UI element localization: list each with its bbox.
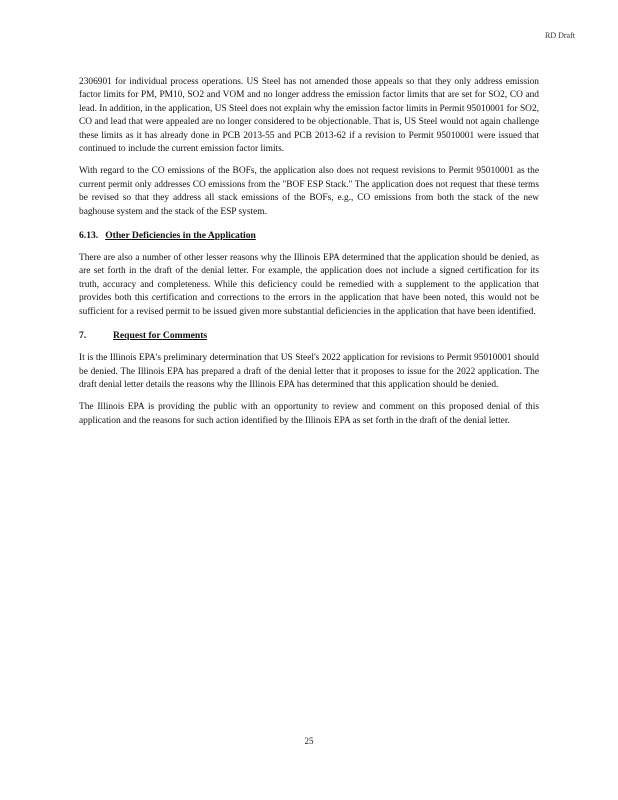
section-heading-6-13 [79,229,539,242]
paragraph-public-comment: The Illinois EPA is providing the public with an opportunity to review and comment on this proposed denial of this application and the reasons for such action identified by the Illinois EPA as set forth in the draft of the denial letter. [79,402,539,426]
section-number: 6.13. [79,230,99,242]
section-heading-7 [79,329,539,342]
paragraph-co-emissions: With regard to the CO emissions of the BOFs, the application also does not request revisions to Permit 95010001 as the current permit only addresses CO emissions from the "BOF ESP Stack." The application does not request that these terms be revised so that they address all stack emissions of the BOFs, e.g., CO emissions from both the stack of the new baghouse system and the stack of the ESP system. [79,166,539,217]
section-title: Request for Comments [113,330,208,342]
section-title: Other Deficiencies in the Application [105,230,256,242]
page-header-label: RD Draft [545,31,575,40]
section-number: 7. [79,330,87,342]
document-body [79,76,539,437]
paragraph-other-deficiencies: There are also a number of other lesser reasons why the Illinois EPA determined that the application should be denied, as are set forth in the draft of the denial letter. For example, the application does not include a signed certification for its truth, accuracy and completeness. While this deficiency could be remedied with a supplement to the application that provides both this certification and corrections to the errors in the application that have been noted, this would not be sufficient for a revised permit to be issued given more substantial deficiencies in the application that have been identified. [79,253,539,317]
paragraph-emission-factor-limits: 2306901 for individual process operations. US Steel has not amended those appeals so that they only address emission factor limits for PM, PM10, SO2 and VOM and no longer address the emission factor limits that are set for SO2, CO and lead. In addition, in the application, US Steel does not explain why the emission factor limits in Permit 95010001 for SO2, CO and lead that were appealed are no longer considered to be objectionable. That is, US Steel would not again challenge these limits as it has already done in PCB 2013-55 and PCB 2013-62 if a revision to Permit 95010001 were issued that continued to include the current emission factor limits. [79,77,539,155]
paragraph-preliminary-determination: It is the Illinois EPA's preliminary determination that US Steel's 2022 application for revisions to Permit 95010001 should be denied. The Illinois EPA has prepared a draft of the denial letter that it proposes to issue for the 2022 application. The draft denial letter details the reasons why the Illinois EPA has determined that this application should be denied. [79,353,539,390]
page-number: 25 [304,736,314,746]
